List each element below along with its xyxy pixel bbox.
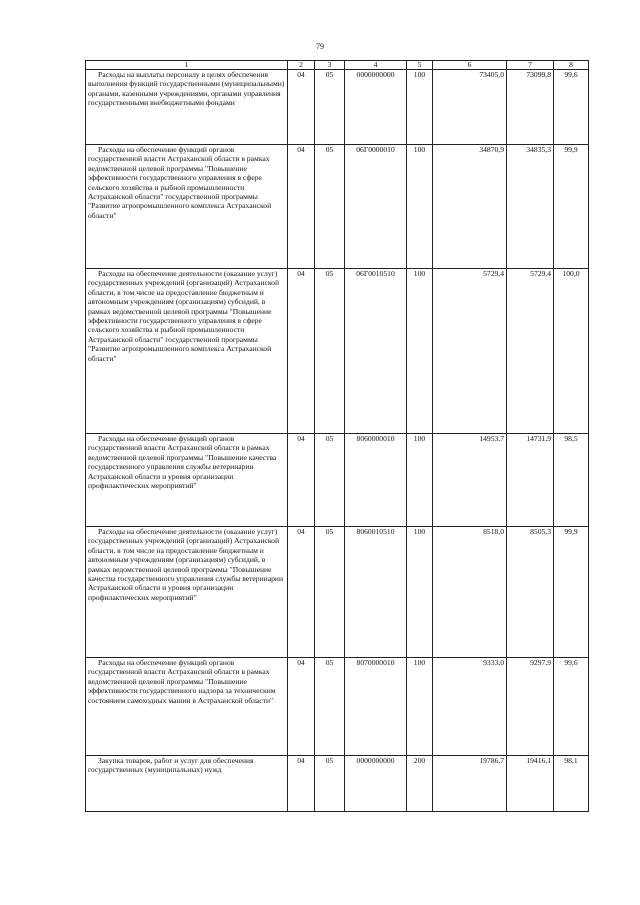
- cell-target-article: 06Г0000010: [345, 145, 407, 269]
- cell-expense-type: 100: [407, 269, 433, 434]
- col-header-5: 5: [407, 61, 433, 70]
- cell-executed: 19416,1: [507, 756, 554, 812]
- cell-section: 04: [288, 269, 315, 434]
- cell-section: 04: [288, 434, 315, 527]
- row-description: Расходы на выплаты персоналу в целях обеспечения выполнения функций государственными (муниципальными) органами, казенными учреждениями, органами управления государственными внебюджетными фондами: [86, 70, 288, 145]
- table-row: [86, 269, 589, 434]
- cell-subsection: 05: [315, 269, 345, 434]
- cell-executed: 9297,9: [507, 658, 554, 756]
- cell-executed: 14731,9: [507, 434, 554, 527]
- cell-planned: 9333,0: [433, 658, 507, 756]
- col-header-8: 8: [554, 61, 589, 70]
- cell-percent: 99,9: [554, 145, 589, 269]
- cell-planned: 34870,9: [433, 145, 507, 269]
- col-header-4: 4: [345, 61, 407, 70]
- header-row: [86, 61, 589, 70]
- cell-percent: 100,0: [554, 269, 589, 434]
- cell-subsection: 05: [315, 756, 345, 812]
- col-header-3: 3: [315, 61, 345, 70]
- cell-section: 04: [288, 658, 315, 756]
- table-row: [86, 70, 589, 145]
- cell-target-article: 06Г0010510: [345, 269, 407, 434]
- page-number: 79: [316, 42, 324, 51]
- cell-percent: 99,6: [554, 658, 589, 756]
- table-row: [86, 434, 589, 527]
- row-description: Расходы на обеспечение функций органов государственной власти Астраханской области в рамках ведомственной целевой программы "Повышение эффективности государственного управления в сфере сельского хозяйства и рыбной промышленности Астраханской области" государственной программы "Развитие агропромышленного комплекса Астраханской области": [86, 145, 288, 269]
- cell-section: 04: [288, 145, 315, 269]
- budget-table: [85, 60, 589, 812]
- cell-percent: 99,9: [554, 527, 589, 658]
- cell-subsection: 05: [315, 434, 345, 527]
- row-description: Расходы на обеспечение деятельности (оказание услуг) государственных учреждений (организаций) Астраханской области, в том числе на предоставление бюджетным и автономным учреждениям (организациям) субсидий, в рамках ведомственной целевой программы "Повышение качества государственного управления службы ветеринарии Астраханской области и уровня организации профилактических мероприятий": [86, 527, 288, 658]
- cell-target-article: 8060010510: [345, 527, 407, 658]
- table-row: [86, 658, 589, 756]
- cell-executed: 73099,8: [507, 70, 554, 145]
- cell-expense-type: 100: [407, 434, 433, 527]
- cell-section: 04: [288, 756, 315, 812]
- col-header-6: 6: [433, 61, 507, 70]
- cell-expense-type: 100: [407, 145, 433, 269]
- cell-percent: 99,6: [554, 70, 589, 145]
- cell-executed: 5729,4: [507, 269, 554, 434]
- cell-planned: 73405,0: [433, 70, 507, 145]
- cell-section: 04: [288, 527, 315, 658]
- row-description: Закупка товаров, работ и услуг для обеспечения государственных (муниципальных) нужд: [86, 756, 288, 812]
- cell-executed: 34835,3: [507, 145, 554, 269]
- cell-planned: 5729,4: [433, 269, 507, 434]
- row-description: Расходы на обеспечение функций органов государственной власти Астраханской области в рамках ведомственной целевой программы "Повышение эффективности государственного надзора за техническим состоянием самоходных машин в Астраханской области": [86, 658, 288, 756]
- cell-expense-type: 200: [407, 756, 433, 812]
- cell-expense-type: 100: [407, 527, 433, 658]
- table-row: [86, 527, 589, 658]
- col-header-2: 2: [288, 61, 315, 70]
- cell-percent: 98,1: [554, 756, 589, 812]
- cell-executed: 8505,3: [507, 527, 554, 658]
- col-header-7: 7: [507, 61, 554, 70]
- row-description: Расходы на обеспечение деятельности (оказание услуг) государственных учреждений (организаций) Астраханской области, в том числе на предоставление бюджетным и автономным учреждениям (организациям) субсидий, в рамках ведомственной целевой программы "Повышение эффективности государственного управления в сфере сельского хозяйства и рыбной промышленности Астраханской области" государственной программы "Развитие агропромышленного комплекса Астраханской области": [86, 269, 288, 434]
- cell-target-article: 8070000010: [345, 658, 407, 756]
- cell-subsection: 05: [315, 145, 345, 269]
- table-row: [86, 756, 589, 812]
- cell-subsection: 05: [315, 70, 345, 145]
- cell-expense-type: 100: [407, 658, 433, 756]
- cell-subsection: 05: [315, 527, 345, 658]
- cell-target-article: 8060000010: [345, 434, 407, 527]
- cell-planned: 14953,7: [433, 434, 507, 527]
- col-header-1: 1: [86, 61, 288, 70]
- cell-section: 04: [288, 70, 315, 145]
- cell-percent: 98,5: [554, 434, 589, 527]
- cell-target-article: 0000000000: [345, 756, 407, 812]
- cell-expense-type: 100: [407, 70, 433, 145]
- cell-subsection: 05: [315, 658, 345, 756]
- cell-target-article: 0000000000: [345, 70, 407, 145]
- table-row: [86, 145, 589, 269]
- row-description: Расходы на обеспечение функций органов государственной власти Астраханской области в рамках ведомственной целевой программы "Повышение качества государственного управления службы ветеринарии Астраханской области и уровня организации профилактических мероприятий": [86, 434, 288, 527]
- cell-planned: 8518,0: [433, 527, 507, 658]
- cell-planned: 19786,7: [433, 756, 507, 812]
